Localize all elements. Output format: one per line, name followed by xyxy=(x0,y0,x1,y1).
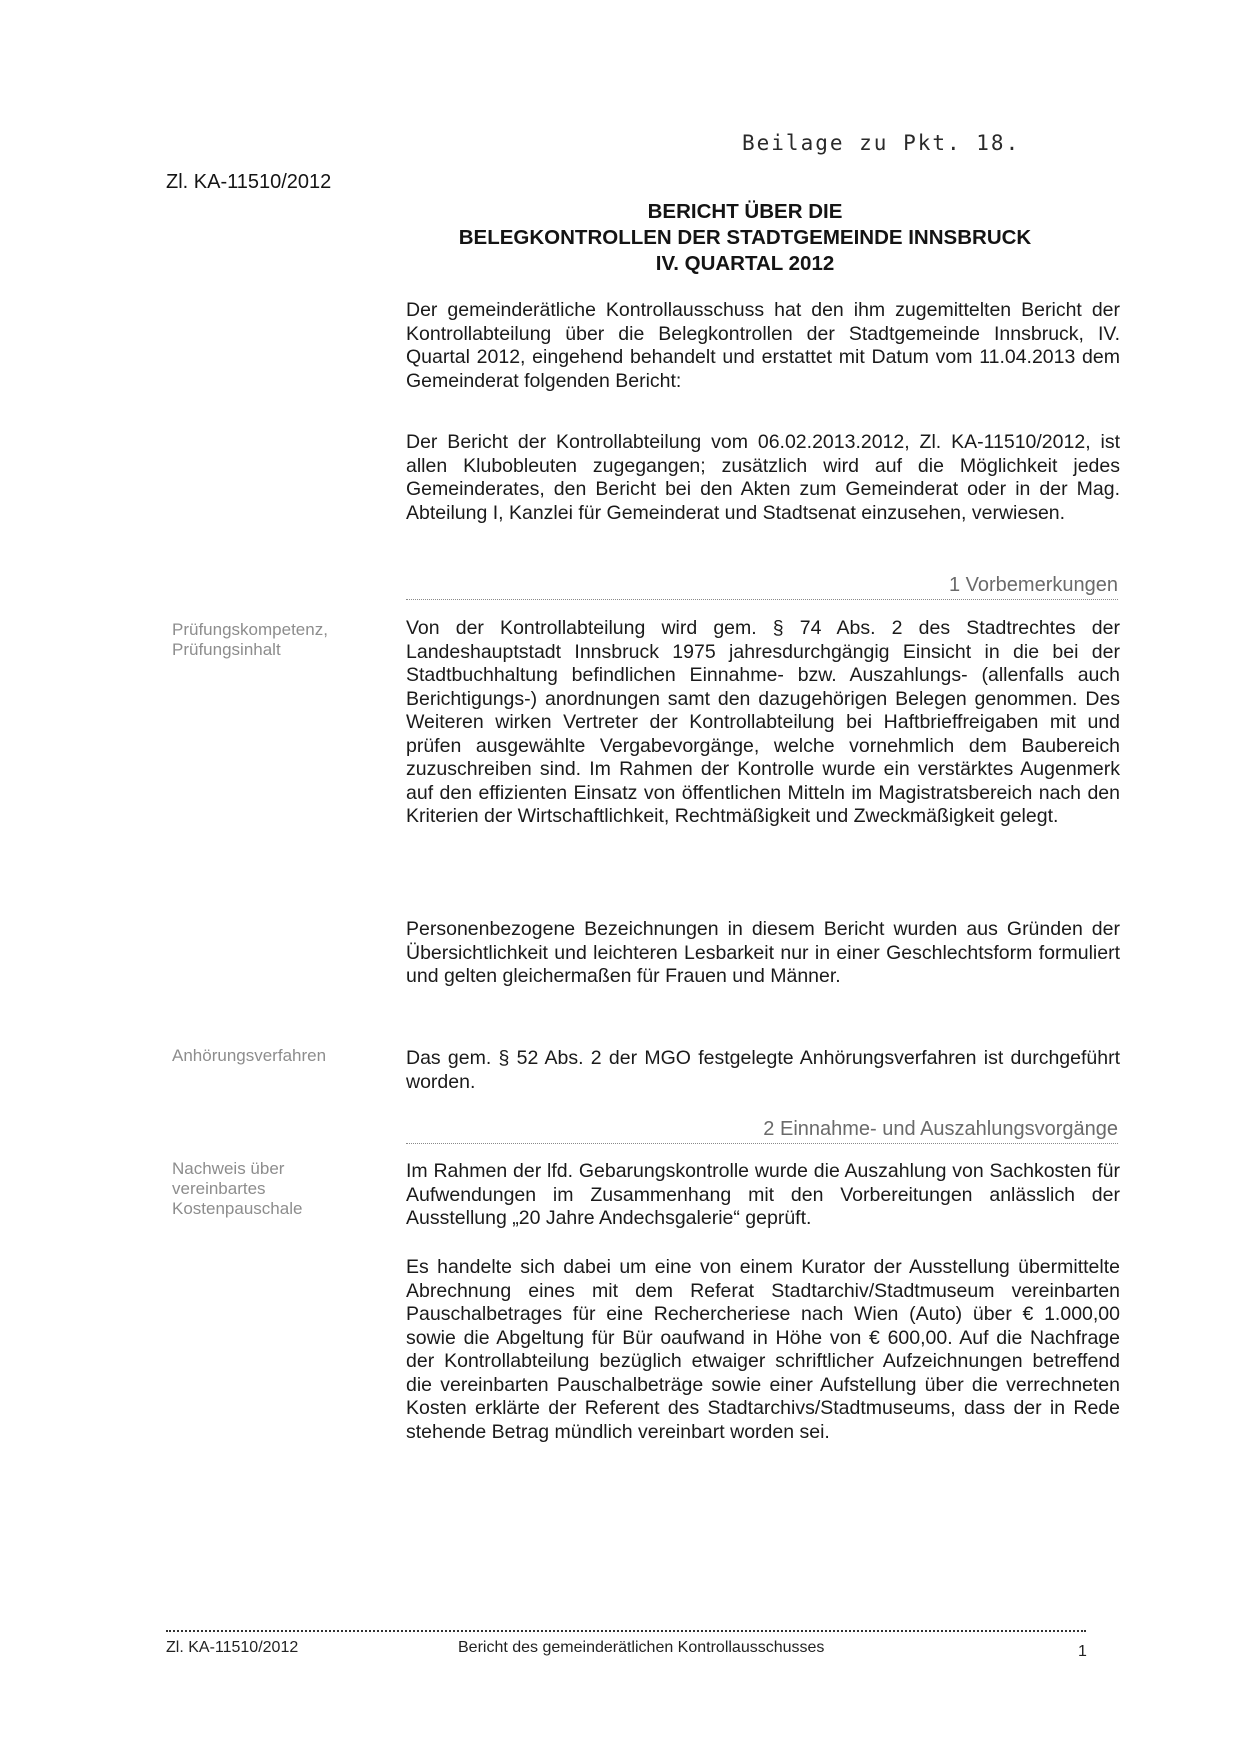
section-heading-vorbemerkungen: 1 Vorbemerkungen xyxy=(406,574,1118,600)
intro-paragraph-1: Der gemeinderätliche Kontrollausschuss hat den ihm zugemittelten Bericht der Kontrollabteilung über die Belegkontrollen der Stadtgemeinde Innsbruck, IV. Quartal 2012, eingehend behandelt und erstattet mit Datum vom 11.04.2013 dem Gemeinderat folgenden Bericht: xyxy=(406,299,1120,392)
section2-paragraph-2: Es handelte sich dabei um eine von einem Kurator der Ausstellung übermittelte Abrechnung eines mit dem Referat Stadtarchiv/Stadtmuseum vereinbarten Pauschalbetrages für eine Rechercheriese nach Wien (Auto) über € 1.000,00 sowie die Abgeltung für Bür oaufwand in Höhe von € 600,00. Auf die Nachfrage der Kontrollabteilung bezüglich etwaiger schriftlicher Aufzeichnungen betreffend die vereinbarten Pauschalbeträge sowie einer Aufstellung über die verrechneten Kosten erklärte der Referent des Stadtarchivs/Stadtmuseums, dass der in Rede stehende Betrag mündlich vereinbart worden sei. xyxy=(406,1256,1120,1443)
section1-paragraph-2: Personenbezogene Bezeichnungen in diesem Bericht wurden aus Gründen der Übersichtlichkeit und leichteren Lesbarkeit nur in einer Geschlechtsform formuliert und gelten gleichermaßen für Frauen und Männer. xyxy=(406,918,1120,987)
intro-paragraph-2: Der Bericht der Kontrollabteilung vom 06.02.2013.2012, Zl. KA-11510/2012, ist allen Klubobleuten zugegangen; zusätzlich wird auf die Möglichkeit jedes Gemeinderates, den Bericht bei den Akten zum Gemeinderat oder in der Mag. Abteilung I, Kanzlei für Gemeinderat und Stadtsenat einzusehen, verwiesen. xyxy=(406,431,1120,524)
section-heading-einnahme: 2 Einnahme- und Auszahlungsvorgänge xyxy=(406,1118,1118,1144)
title-line-3: IV. QUARTAL 2012 xyxy=(655,252,835,275)
page-number: 1 xyxy=(1078,1643,1087,1660)
margin-note-anhoerungsverfahren: Anhörungsverfahren xyxy=(172,1046,327,1065)
file-reference: Zl. KA-11510/2012 xyxy=(166,171,332,193)
footer-divider xyxy=(166,1630,1086,1632)
section2-paragraph-1: Im Rahmen der lfd. Gebarungskontrolle wurde die Auszahlung von Sachkosten für Aufwendungen im Zusammenhang mit den Vorbereitungen anlässlich der Ausstellung „20 Jahre Andechsgalerie“ geprüft. xyxy=(406,1160,1120,1229)
section1-paragraph-3: Das gem. § 52 Abs. 2 der MGO festgelegte Anhörungsverfahren ist durchgeführt worden. xyxy=(406,1047,1120,1093)
title-line-2: BELEGKONTROLLEN DER STADTGEMEINDE INNSBRUCK xyxy=(458,226,1032,249)
title-line-1: BERICHT ÜBER DIE xyxy=(647,200,843,223)
attachment-stamp: Beilage zu Pkt. 18. xyxy=(742,131,1021,155)
footer-title: Bericht des gemeinderätlichen Kontrollausschusses xyxy=(458,1639,825,1656)
margin-note-pruefungskompetenz: Prüfungskompetenz, Prüfungsinhalt xyxy=(172,620,328,659)
section1-paragraph-1: Von der Kontrollabteilung wird gem. § 74 Abs. 2 des Stadtrechtes der Landeshauptstadt Innsbruck 1975 jahresdurchgängig Einsicht in die bei der Stadtbuchhaltung befindlichen Einnahme- bzw. Auszahlungs- (allenfalls auch Berichtigungs-) anordnungen samt den dazugehörigen Belegen genommen. Des Weiteren wirken Vertreter der Kontrollabteilung bei Haftbrieffreigaben mit und prüfen ausgewählte Vergabevorgänge, welche vornehmlich dem Baubereich zuzuschreiben sind. Im Rahmen der Kontrolle wurde ein verstärktes Augenmerk auf den effizienten Einsatz von öffentlichen Mitteln im Magistratsbereich nach den Kriterien der Wirtschaftlichkeit, Rechtmäßigkeit und Zweckmäßigkeit gelegt. xyxy=(406,617,1120,827)
margin-note-nachweis: Nachweis über vereinbartes Kostenpauschale xyxy=(172,1159,303,1218)
footer-reference: Zl. KA-11510/2012 xyxy=(166,1639,299,1656)
report-title xyxy=(400,199,1090,277)
